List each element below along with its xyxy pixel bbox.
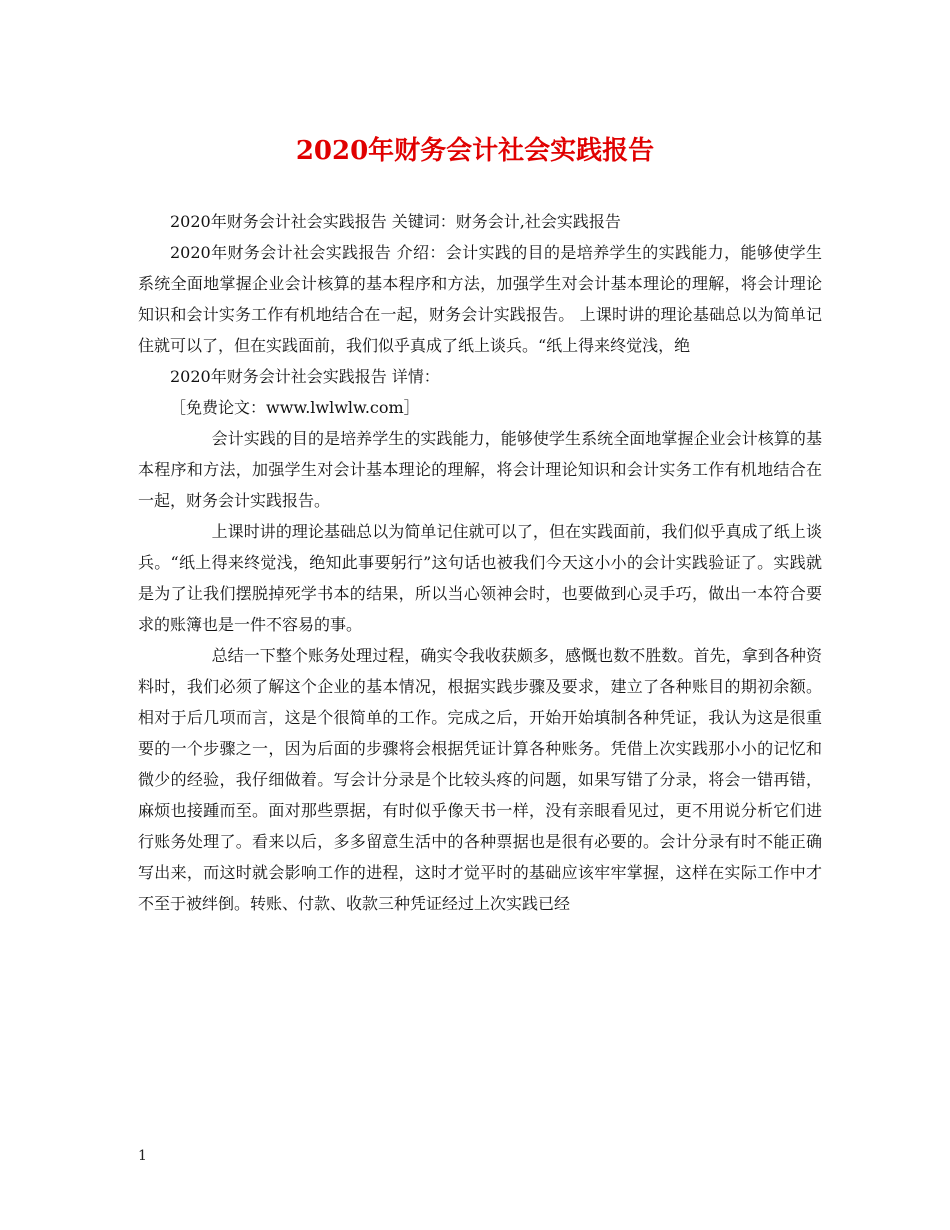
document-body [138,206,822,919]
page-number: 1 [138,1148,147,1164]
intro-paragraph: 2020年财务会计社会实践报告 介绍：会计实践的目的是培养学生的实践能力，能够使学生系统全面地掌握企业会计核算的基本程序和方法，加强学生对会计基本理论的理解，将会计理论知识和会计实务工作有机地结合在一起，财务会计实践报告。 上课时讲的理论基础总以为简单记住就可以了，但在实践面前，我们似乎真成了纸上谈兵。“纸上得来终觉浅，绝 [138,243,822,355]
body-paragraph: 总结一下整个账务处理过程，确实令我收获颇多，感慨也数不胜数。首先，拿到各种资料时，我们必须了解这个企业的基本情况，根据实践步骤及要求，建立了各种账目的期初余额。相对于后几项而言，这是个很简单的工作。完成之后，开始开始填制各种凭证，我认为这是很重要的一个步骤之一，因为后面的步骤将会根据凭证计算各种账务。凭借上次实践那小小的记忆和微少的经验，我仔细做着。写会计分录是个比较头疼的问题，如果写错了分录，将会一错再错，麻烦也接踵而至。面对那些票据，有时似乎像天书一样，没有亲眼看见过，更不用说分析它们进行账务处理了。看来以后，多多留意生活中的各种票据也是很有必要的。会计分录有时不能正确写出来，而这时就会影响工作的进程，这时才觉平时的基础应该牢牢掌握，这样在实际工作中才不至于被绊倒。转账、付款、收款三种凭证经过上次实践已经 [138,646,822,913]
details-heading: 2020年财务会计社会实践报告 详情： [170,367,440,386]
source-note: ［免费论文：www.lwlwlw.com］ [170,398,420,417]
keywords-paragraph: 2020年财务会计社会实践报告 关键词：财务会计,社会实践报告 [170,212,621,231]
body-paragraph: 会计实践的目的是培养学生的实践能力，能够使学生系统全面地掌握企业会计核算的基本程序和方法，加强学生对会计基本理论的理解，将会计理论知识和会计实务工作有机地结合在一起，财务会计实践报告。 [138,429,822,510]
body-paragraph: 上课时讲的理论基础总以为简单记住就可以了，但在实践面前，我们似乎真成了纸上谈兵。“纸上得来终觉浅，绝知此事要躬行”这句话也被我们今天这小小的会计实践验证了。实践就是为了让我们摆脱掉死学书本的结果，所以当心领神会时，也要做到心灵手巧，做出一本符合要求的账簿也是一件不容易的事。 [138,522,822,634]
document-title: 2020年财务会计社会实践报告 [295,136,655,166]
